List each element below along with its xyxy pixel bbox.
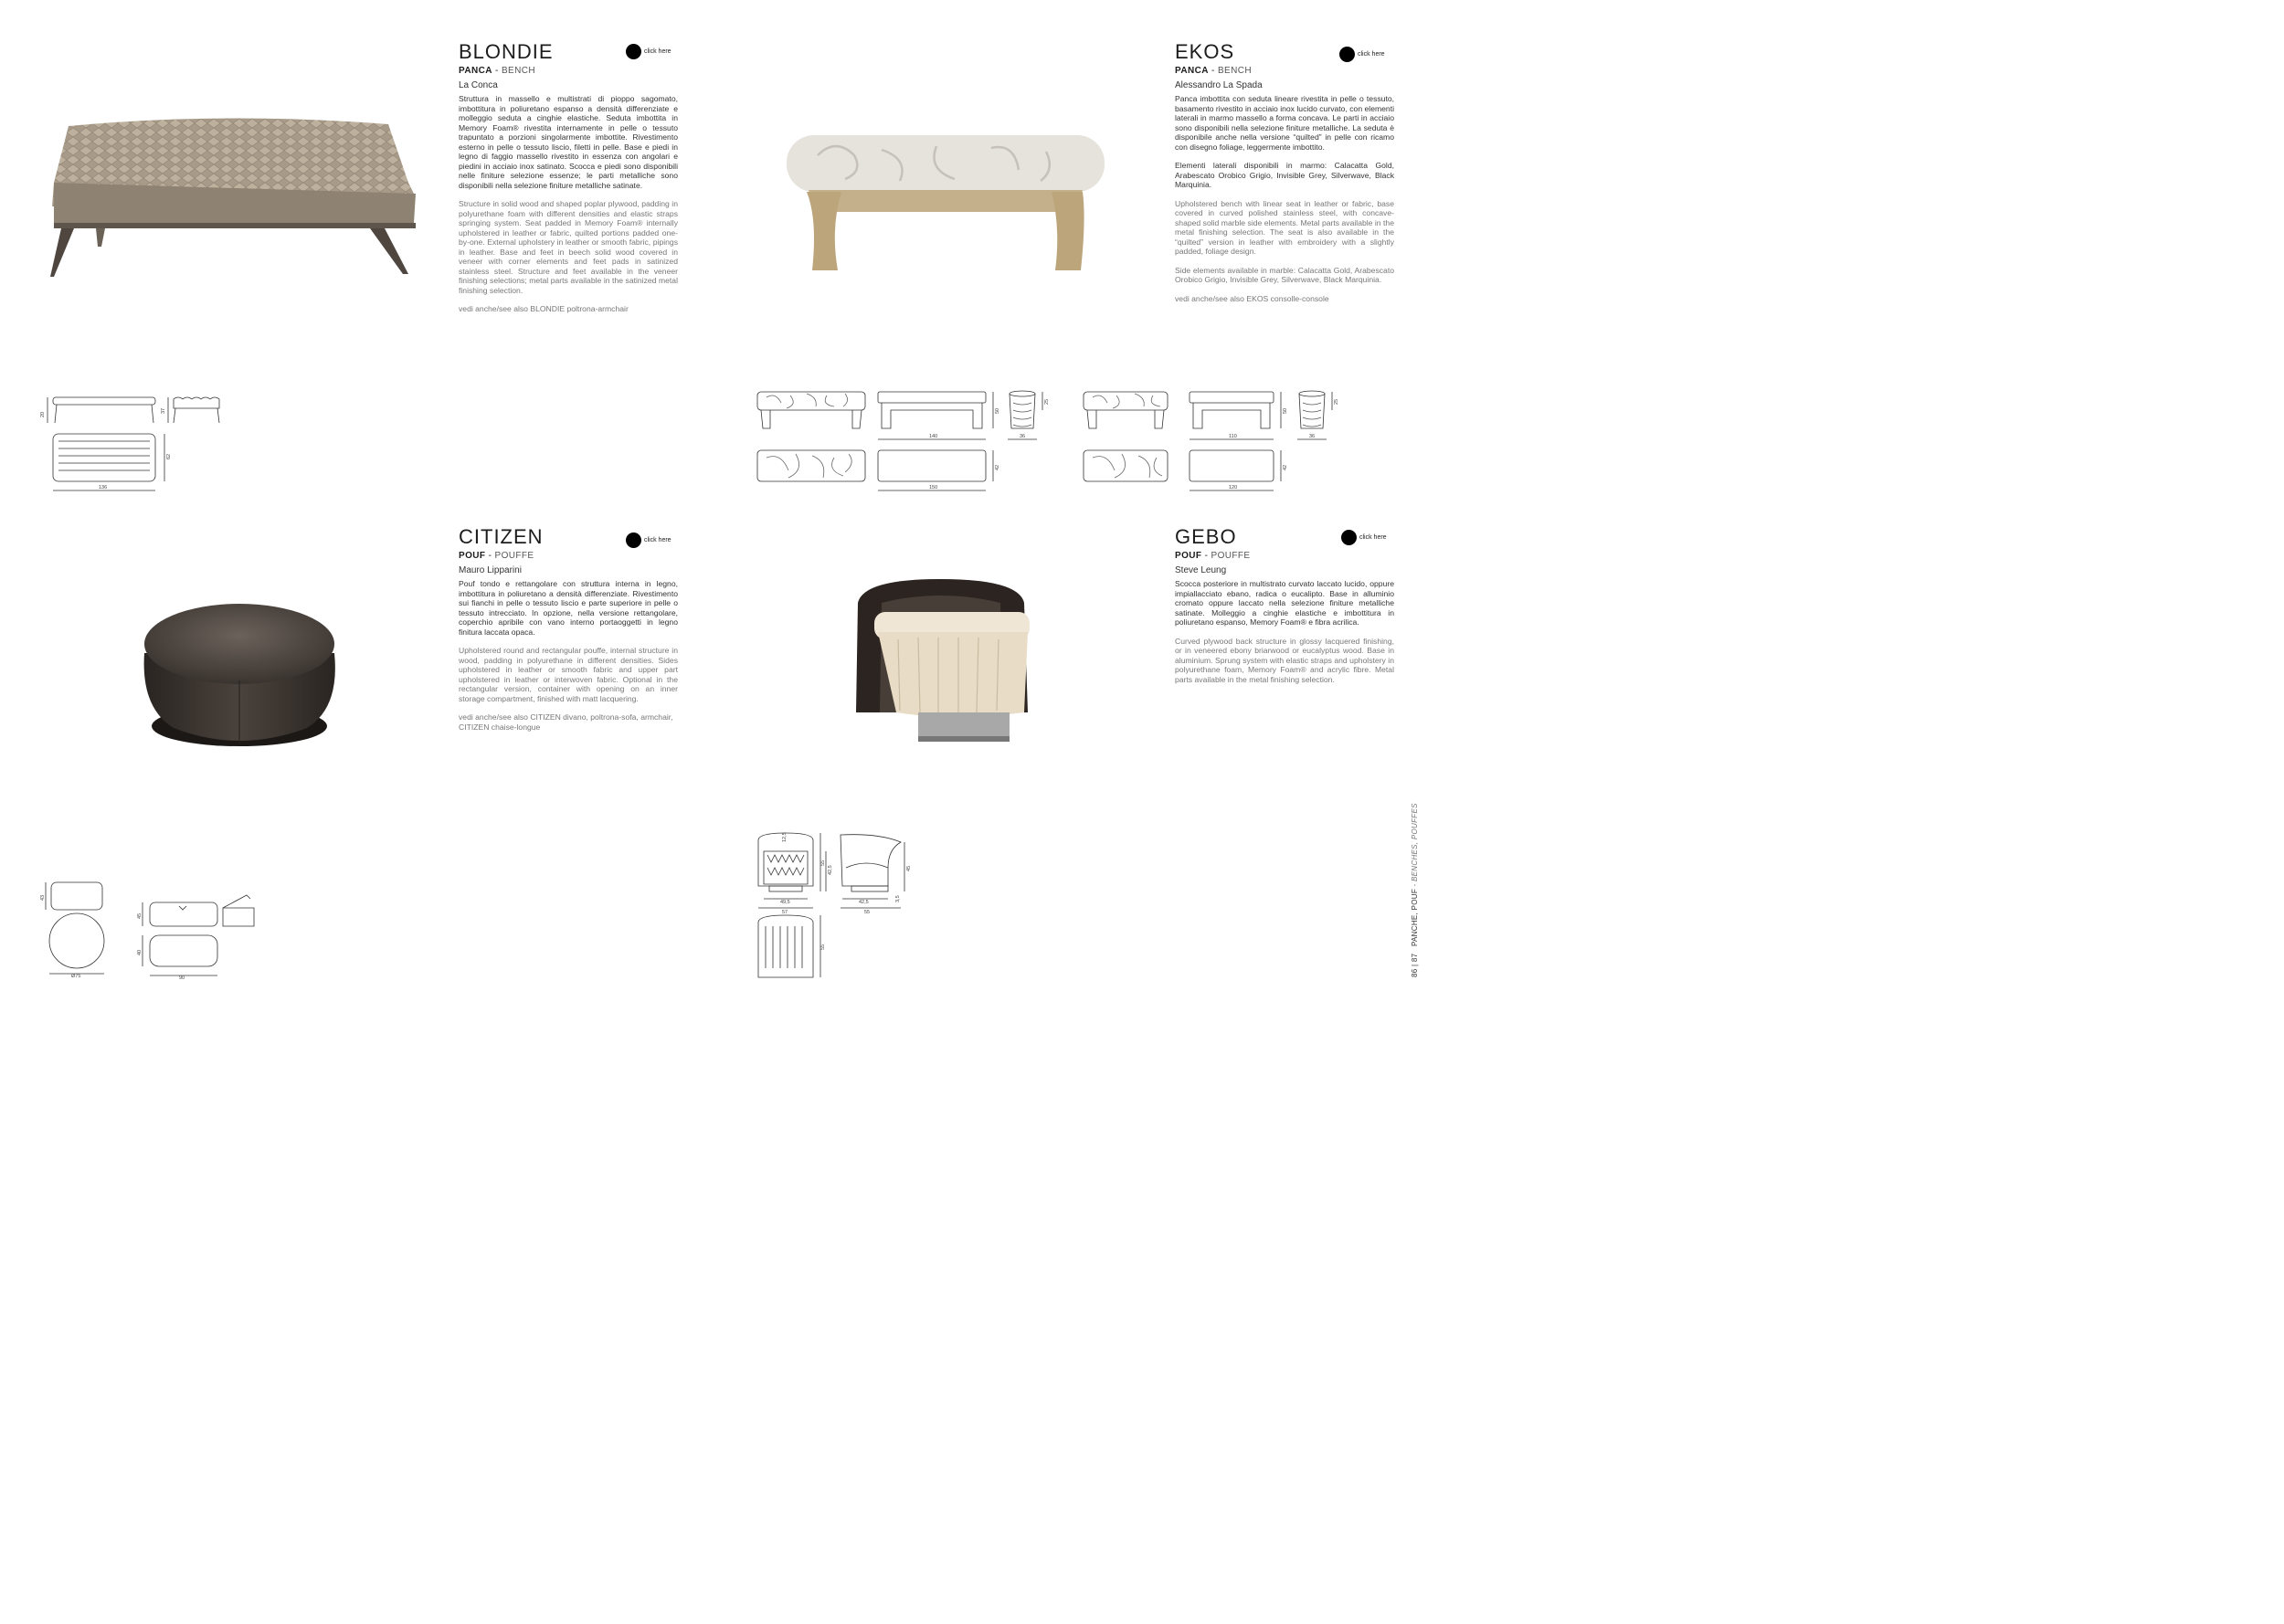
dim-height-2: 45 — [137, 912, 143, 919]
ekos-dimension-diagram-b — [1080, 388, 1345, 498]
dim-height: 55 — [820, 859, 826, 866]
dim-base: 3,5 — [895, 895, 901, 902]
description-it: Scocca posteriore in multistrato curvato laccato lucido, oppure impiallacciato ebano, radica o eucalipto. Base in alluminio cromato oppure laccato nella selezione finiture metalliche satinate. Molleggio a cinghie elastiche e imbottitura in poliuretano espanso, Memory Foam® e fibra acrilica. — [1175, 579, 1394, 627]
ekos-tech-drawing-a — [754, 388, 1055, 498]
circle-icon — [1339, 47, 1355, 62]
gebo-description — [1175, 579, 1394, 693]
product-type: POUF - POUFFE — [1175, 551, 1251, 561]
description-it: Struttura in massello e multistrati di pioppo sagomato, imbottitura in poliuretano espanso a densità differenziate e molleggio seduta a cinghie elastiche. Seduta imbottita in Memory Foam® rivestita internamente in pelle o tessuto trapuntato a porzioni singolarmente imbottite. Rivestimento esterno in pelle o tessuto liscio, filetti in pelle. Base e piedi in legno di faggio massello rivestito in essenza con angolari e piedini in acciaio inox satinato. Scocca e piedi sono disponibili nelle finiture selezione essenze; le parti metalliche sono disponibili nella selezione finiture metalliche satinate. — [459, 94, 678, 190]
citizen-tech-drawing — [37, 877, 265, 982]
ekos-tech-drawing-b — [1080, 388, 1345, 498]
dim-height: 43 — [40, 894, 46, 901]
dim-height-2: 37 — [161, 407, 166, 414]
description-en-2: Side elements available in marble: Calacatta Gold, Arabescato Orobico Grigio, Invisible Grey, Silverwave, Black Marquinia. — [1175, 265, 1394, 284]
dim-seat-height: 42,5 — [828, 865, 833, 875]
dim-depth-2: 42 — [995, 464, 1000, 470]
dim-seat-height: 25 — [1044, 398, 1050, 405]
dim-seat-height: 25 — [1334, 398, 1339, 405]
product-type: PANCA - BENCH — [459, 66, 535, 76]
product-title: CITIZEN — [459, 525, 544, 548]
circle-icon — [626, 44, 641, 59]
see-also-link[interactable]: vedi anche/see also CITIZEN divano, poltrona-sofa, armchair, CITIZEN chaise-longue — [459, 712, 673, 732]
dim-depth: 36 — [1309, 434, 1316, 439]
dim-width: 57 — [782, 910, 788, 915]
blondie-photo — [41, 110, 420, 283]
blondie-bench-image — [41, 110, 420, 283]
dim-top: 12,5 — [782, 832, 788, 842]
product-title: BLONDIE — [459, 40, 554, 63]
section-label-en: - BENCHES, POUFFES — [1411, 803, 1419, 887]
citizen-dimension-diagram — [37, 877, 265, 982]
citizen-description — [459, 579, 678, 741]
ekos-description — [1175, 94, 1394, 312]
dim-depth-2: 42 — [1283, 464, 1288, 470]
product-designer: Alessandro La Spada — [1175, 80, 1263, 90]
dim-depth: 55 — [864, 910, 871, 915]
dim-plan-depth: 55 — [820, 944, 826, 950]
dim-height: 50 — [995, 407, 1000, 414]
dim-width-2: 150 — [929, 485, 938, 490]
description-en-1: Upholstered bench with linear seat in leather or fabric, base covered in curved polished stainless steel, with concave-shaped solid marble side elements. Metal parts available in the metal finishing selection. The seat is also available in the “quilted” version in leather with embroidery with a slightly padded, foliage design. — [1175, 198, 1394, 256]
blondie-click-here-link[interactable]: click here — [626, 44, 671, 59]
circle-icon — [626, 533, 641, 548]
dim-depth: 36 — [1020, 434, 1026, 439]
citizen-click-here-link[interactable]: click here — [626, 533, 671, 548]
section-label: PANCHE, POUF — [1411, 888, 1419, 946]
dim-height: 20 — [40, 411, 46, 417]
dim-side-height: 45 — [906, 865, 912, 871]
product-type: POUF - POUFFE — [459, 551, 534, 561]
product-designer: La Conca — [459, 80, 498, 90]
citizen-photo — [137, 598, 343, 749]
description-en: Curved plywood back structure in glossy lacquered finishing, or in veneered ebony briarwood or eucalyptus wood. Base in aluminium. Sprung system with elastic straps and upholstery in polyurethane foam, Memory Foam® and acrylic fibre. Metal parts available in the metal finishing selection. — [1175, 636, 1394, 684]
product-designer: Steve Leung — [1175, 565, 1227, 575]
description-en: Structure in solid wood and shaped poplar plywood, padding in polyurethane foam with different densities and elastic straps springing system. Seat padded in Memory Foam® internally upholstered in leather or fabric, quilted portions padded one-by-one. External upholstery in leather or smooth fabric, pipings in leather. Base and feet in beech solid wood covered in veneer with corner elements and feet pads in satinized stainless steel. Structure and feet available in the veneer finishing selections; metal parts available in the satinized metal finishing selection. — [459, 199, 678, 295]
product-title: EKOS — [1175, 40, 1235, 63]
see-also-link[interactable]: vedi anche/see also EKOS consolle-console — [1175, 293, 1329, 303]
dim-width: 136 — [99, 485, 108, 490]
dim-height: 50 — [1283, 407, 1288, 414]
gebo-photo — [845, 575, 1037, 749]
dim-inner-width: 49,5 — [780, 900, 790, 905]
blondie-dimension-diagram — [37, 388, 238, 498]
gebo-tech-drawing — [751, 831, 925, 986]
product-type: PANCA - BENCH — [1175, 66, 1252, 76]
ekos-dimension-diagram-a — [754, 388, 1055, 498]
gebo-dimension-diagram — [751, 831, 925, 986]
blondie-tech-drawing — [37, 388, 238, 498]
description-en: Upholstered round and rectangular pouffe, internal structure in wood, padding in polyurethane in different densities. Sides upholstered in leather or smooth fabric and upper part upholstered in leather or interwoven fabric. Optional in the rectangular version, container with opening on an inner storage compartment, finished with matt lacquering. — [459, 646, 678, 703]
blondie-description — [459, 94, 678, 323]
ekos-photo — [781, 128, 1110, 274]
dim-width: 140 — [929, 434, 938, 439]
description-it: Pouf tondo e rettangolare con struttura interna in legno, imbottitura in poliuretano a densità differenziate. Rivestimento sui fianchi in pelle o tessuto liscio e parte superiore in pelle o tessuto intrecciato. In opzione, nella versione rettangolare, coperchio apribile con vano interno portaoggetti in legno finitura laccata opaca. — [459, 579, 678, 637]
description-it-1: Panca imbottita con seduta lineare rivestita in pelle o tessuto, basamento rivestito in acciaio inox lucido curvato, con elementi laterali in marmo massello a forma concava. Le parti in acciaio sono disponibili nella selezione finiture metalliche. La seduta è disponibile anche nella versione “quilted” in pelle con ricamo con disegno foliage, leggermente imbottito. — [1175, 94, 1394, 152]
ekos-click-here-link[interactable]: click here — [1339, 47, 1385, 62]
page-numbers: 86 | 87 — [1411, 953, 1419, 977]
dim-width-2: 120 — [1229, 485, 1238, 490]
page-footer — [1411, 803, 1419, 977]
dim-width: 110 — [1229, 434, 1237, 439]
dim-inner-depth: 42,5 — [859, 900, 869, 905]
gebo-pouf-image — [845, 575, 1037, 749]
ekos-bench-image — [781, 128, 1110, 274]
dim-depth-2: 40 — [137, 949, 143, 955]
circle-icon — [1341, 530, 1357, 545]
gebo-click-here-link[interactable]: click here — [1341, 530, 1387, 545]
citizen-pouf-image — [137, 598, 343, 749]
description-it-2: Elementi laterali disponibili in marmo: Calacatta Gold, Arabescato Orobico Grigio, Invisible Grey, Silverwave, Black Marquinia. — [1175, 161, 1394, 189]
dim-width-2: 90 — [179, 975, 185, 981]
see-also-link[interactable]: vedi anche/see also BLONDIE poltrona-armchair — [459, 304, 629, 313]
product-title: GEBO — [1175, 525, 1237, 548]
product-designer: Mauro Lipparini — [459, 565, 522, 575]
dim-diameter: Ø75 — [71, 974, 81, 979]
dim-depth: 62 — [166, 453, 172, 459]
